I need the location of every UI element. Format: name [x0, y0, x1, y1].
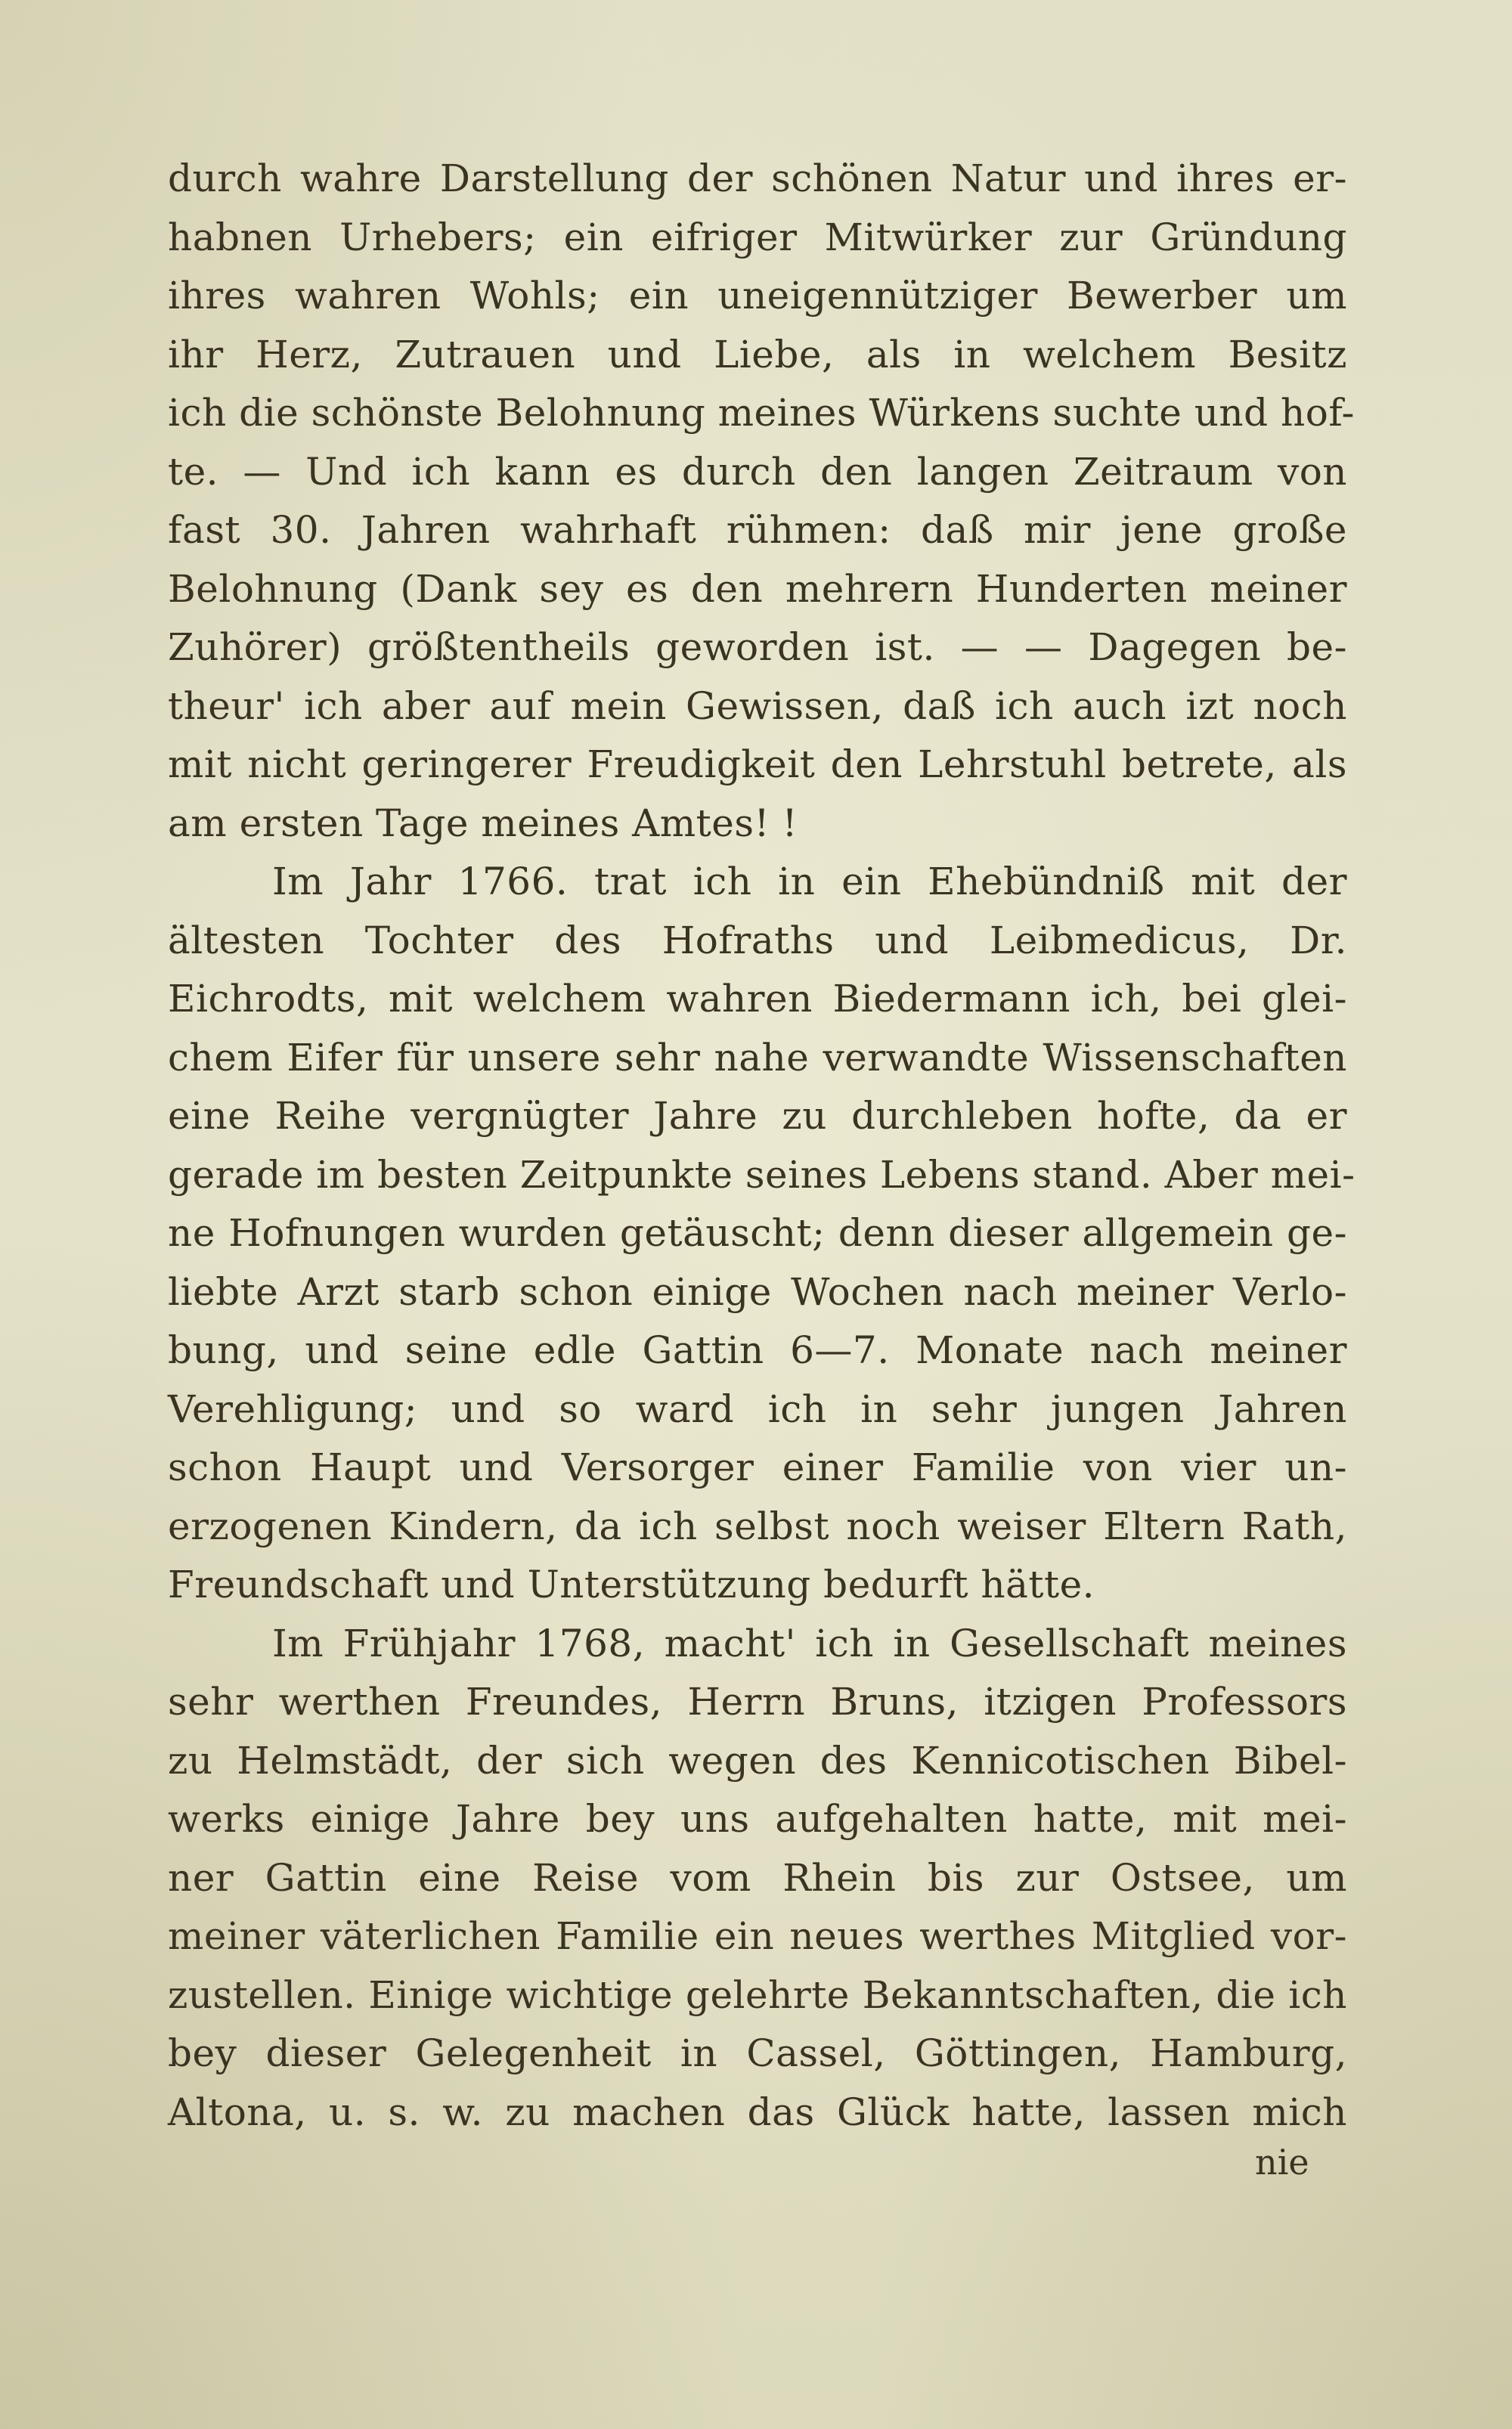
text-line-18: gerade im besten Zeitpunkte seines Lebens stand. Aber mei- — [168, 1152, 1356, 1197]
text-line-23: schon Haupt und Versorger einer Familie von vier un- — [168, 1445, 1347, 1489]
text-block — [168, 150, 1356, 2142]
text-line-30: ner Gattin eine Reise vom Rhein bis zur Ostsee, um — [168, 1855, 1347, 1900]
text-line-3: ihres wahren Wohls; ein uneigennütziger Bewerber um — [168, 274, 1347, 318]
text-line-29: werks einige Jahre bey uns aufgehalten hatte, mit mei- — [168, 1797, 1347, 1841]
text-line-25: Freundschaft und Unterstützung bedurft hätte. — [168, 1563, 1095, 1606]
text-line-8: Belohnung (Dank sey es den mehrern Hunderten meiner — [168, 566, 1347, 611]
text-line-17: eine Reihe vergnügter Jahre zu durchleben hofte, da er — [168, 1094, 1347, 1138]
text-line-20: liebte Arzt starb schon einige Wochen nach meiner Verlo- — [168, 1269, 1347, 1314]
text-line-15: Eichrodts, mit welchem wahren Biedermann ich, bei glei- — [168, 977, 1347, 1021]
catchword: nie — [1255, 2142, 1309, 2183]
text-line-7: fast 30. Jahren wahrhaft rühmen: daß mir jene große — [168, 508, 1347, 552]
text-line-12: am ersten Tage meines Amtes! ! — [168, 801, 798, 845]
text-line-34: Altona, u. s. w. zu machen das Glück hatte, lassen mich — [168, 2090, 1347, 2134]
text-line-31: meiner väterlichen Familie ein neues werthes Mitglied vor- — [168, 1914, 1347, 1958]
text-line-6: te. — Und ich kann es durch den langen Zeitraum von — [168, 449, 1347, 494]
text-line-33: bey dieser Gelegenheit in Cassel, Göttingen, Hamburg, — [168, 2031, 1347, 2075]
text-line-26: Im Frühjahr 1768, macht' ich in Gesellschaft meines — [272, 1621, 1347, 1665]
text-line-1: durch wahre Darstellung der schönen Natur und ihres er- — [168, 156, 1347, 200]
text-line-4: ihr Herz, Zutrauen und Liebe, als in welchem Besitz — [168, 332, 1347, 376]
text-line-14: ältesten Tochter des Hofraths und Leibmedicus, Dr. — [168, 918, 1347, 962]
text-line-22: Verehligung; und so ward ich in sehr jungen Jahren — [168, 1386, 1347, 1431]
text-line-32: zustellen. Einige wichtige gelehrte Bekanntschaften, die ich — [168, 1972, 1347, 2017]
text-line-28: zu Helmstädt, der sich wegen des Kennicotischen Bibel- — [168, 1738, 1347, 1783]
text-line-21: bung, und seine edle Gattin 6—7. Monate nach meiner — [168, 1328, 1347, 1372]
text-line-5: ich die schönste Belohnung meines Würkens suchte und hof- — [168, 391, 1355, 435]
text-line-10: theur' ich aber auf mein Gewissen, daß ich auch izt noch — [168, 683, 1347, 728]
text-line-11: mit nicht geringerer Freudigkeit den Lehrstuhl betrete, als — [168, 742, 1347, 786]
text-line-24: erzogenen Kindern, da ich selbst noch weiser Eltern Rath, — [168, 1504, 1347, 1548]
text-line-13: Im Jahr 1766. trat ich in ein Ehebündniß mit der — [272, 860, 1347, 903]
text-line-27: sehr werthen Freundes, Herrn Bruns, itzigen Professors — [168, 1680, 1347, 1724]
text-line-2: habnen Urhebers; ein eifriger Mitwürker zur Gründung — [168, 215, 1347, 259]
text-line-19: ne Hofnungen wurden getäuscht; denn dieser allgemein ge- — [168, 1211, 1347, 1255]
text-line-16: chem Eifer für unsere sehr nahe verwandte Wissenschaften — [168, 1035, 1347, 1080]
text-line-9: Zuhörer) größtentheils geworden ist. — — Dagegen be- — [168, 625, 1347, 669]
